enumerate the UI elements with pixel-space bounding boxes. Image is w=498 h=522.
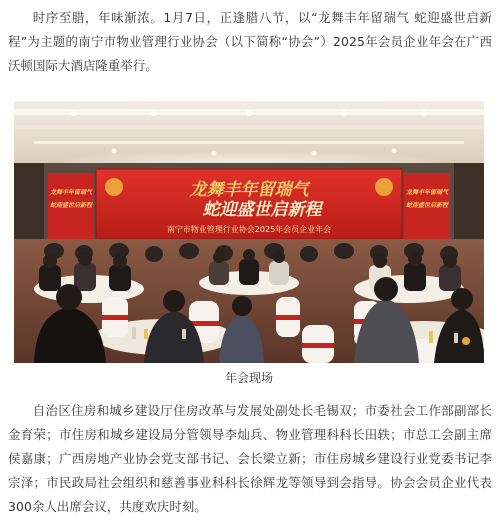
right-side-banner bbox=[404, 173, 450, 239]
banner-main-line2: 蛇迎盛世启新程 bbox=[202, 200, 322, 220]
photo-caption: 年会现场 bbox=[224, 371, 273, 385]
banner-main-line1: 龙舞丰年留瑞气 bbox=[189, 180, 309, 200]
left-side-banner bbox=[48, 173, 94, 239]
annual-meeting-photo bbox=[14, 101, 484, 363]
banner-left-line1: 龙舞丰年留瑞气 bbox=[49, 189, 93, 196]
stage-banner bbox=[96, 169, 402, 239]
banner-right-line2: 蛇迎盛世启新程 bbox=[405, 202, 449, 209]
intro-paragraph: 时序至腊，年味渐浓。1月7日，正逢腊八节，以“龙舞丰年留瑞气 蛇迎盛世启新程”为主题的南宁市物业管理行业协会（以下简称“协会”）2025年会员企业年会在广西沃顿国际大酒店隆重举行。 bbox=[8, 10, 492, 73]
banner-left-line2: 蛇迎盛世启新程 bbox=[49, 202, 93, 209]
banner-subtitle: 南宁市物业管理行业协会2025年会员企业年会 bbox=[166, 225, 332, 234]
attendees-paragraph: 自治区住房和城乡建设厅住房改革与发展处副处长毛锡双；市委社会工作部副部长金育荣；市住房和城乡建设局分管领导李灿兵、物业管理科科长田轶；市总工会副主席侯嘉康；广西房地产业协会党支部书记、会长梁立新；市住房城乡建设行业党委书记李宗泽；市民政局社会组织和慈善事业科科长徐辉龙等领导到会指导。协会会员企业代表300余人出席会议，共度欢庆时刻。 bbox=[8, 403, 492, 514]
banner-right-line1: 龙舞丰年留瑞气 bbox=[405, 189, 449, 196]
